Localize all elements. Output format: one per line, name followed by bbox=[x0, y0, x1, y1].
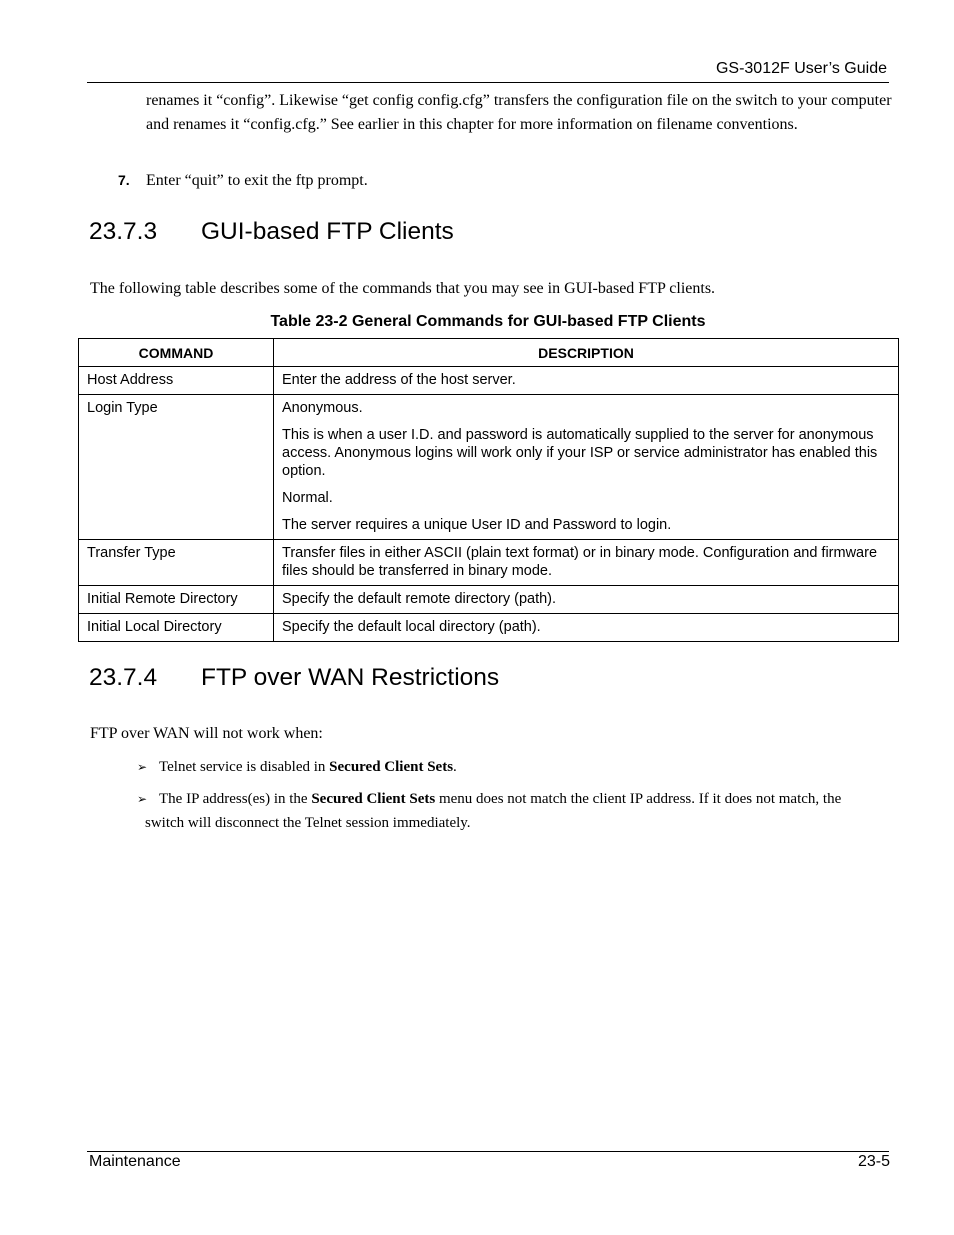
table-header-row bbox=[79, 339, 899, 367]
description-text: Anonymous. bbox=[282, 400, 363, 416]
bullet-text-end: . bbox=[453, 759, 457, 775]
bullet-continuation: switch will disconnect the Telnet session immediately. bbox=[145, 815, 471, 831]
footer-page-number: 23-5 bbox=[857, 1153, 890, 1170]
step-number: 7. bbox=[118, 172, 130, 188]
command-cell: Host Address bbox=[79, 367, 274, 395]
description-cell bbox=[274, 614, 899, 642]
table-row bbox=[79, 395, 899, 540]
table-caption: Table 23-2 General Commands for GUI-based FTP Clients bbox=[270, 313, 706, 330]
description-cell bbox=[274, 540, 899, 586]
command-cell: Initial Remote Directory bbox=[79, 586, 274, 614]
bullet-text: Telnet service is disabled in bbox=[159, 759, 330, 775]
description-text: Normal. bbox=[282, 490, 333, 506]
bullet-text: The IP address(es) in the bbox=[159, 791, 312, 807]
description-cell bbox=[274, 367, 899, 395]
column-header-command: COMMAND bbox=[79, 339, 274, 367]
footer-divider bbox=[87, 1151, 889, 1152]
description-cell bbox=[274, 586, 899, 614]
section-heading-23-7-3 bbox=[89, 218, 454, 246]
arrow-bullet-icon: ➢ bbox=[137, 760, 148, 774]
bullet-bold-term: Secured Client Sets bbox=[329, 759, 454, 775]
step-7 bbox=[118, 169, 908, 193]
restriction-bullet bbox=[137, 755, 457, 779]
bullet-text-end: menu does not match the client IP address. If it does not match, the bbox=[435, 791, 842, 807]
description-text: Enter the address of the host server. bbox=[282, 372, 516, 388]
description-text: Specify the default remote directory (path). bbox=[282, 591, 557, 607]
command-cell: Initial Local Directory bbox=[79, 614, 274, 642]
restriction-bullet bbox=[137, 787, 897, 835]
step-text: Enter “quit” to exit the ftp prompt. bbox=[146, 172, 368, 189]
section-intro: The following table describes some of the commands that you may see in GUI-based FTP clients. bbox=[90, 280, 716, 297]
command-cell: Login Type bbox=[79, 395, 274, 540]
column-header-description: DESCRIPTION bbox=[274, 339, 899, 367]
section-number: 23.7.3 bbox=[89, 218, 158, 245]
description-cell bbox=[274, 395, 899, 540]
description-text: This is when a user I.D. and password is automatically supplied to the server for anonymous access. Anonymous logins will work only if your ISP or service administrator has enabled this option. bbox=[282, 427, 878, 479]
header-divider bbox=[87, 82, 889, 83]
description-text: The server requires a unique User ID and Password to login. bbox=[282, 517, 672, 533]
description-text: Specify the default local directory (path). bbox=[282, 619, 541, 635]
section-heading-23-7-4 bbox=[89, 664, 499, 692]
restrictions-intro: FTP over WAN will not work when: bbox=[90, 725, 323, 742]
section-title: FTP over WAN Restrictions bbox=[201, 664, 500, 691]
table-row bbox=[79, 586, 899, 614]
table-row bbox=[79, 540, 899, 586]
commands-table bbox=[78, 338, 899, 642]
section-number: 23.7.4 bbox=[89, 664, 158, 691]
description-text: Transfer files in either ASCII (plain text format) or in binary mode. Configuration and firmware files should be transferred in binary mode. bbox=[282, 545, 878, 579]
table-row bbox=[79, 367, 899, 395]
arrow-bullet-icon: ➢ bbox=[137, 792, 148, 806]
bullet-bold-term: Secured Client Sets bbox=[311, 791, 436, 807]
page-header-title: GS-3012F User’s Guide bbox=[715, 60, 887, 77]
continued-paragraph: renames it “config”. Likewise “get config config.cfg” transfers the configuration file on the switch to your computer and renames it “config.cfg.” See earlier in this chapter for more information on filename conventions. bbox=[146, 92, 892, 133]
section-title: GUI-based FTP Clients bbox=[201, 218, 454, 245]
footer-chapter: Maintenance bbox=[89, 1153, 181, 1170]
command-cell: Transfer Type bbox=[79, 540, 274, 586]
table-row bbox=[79, 614, 899, 642]
